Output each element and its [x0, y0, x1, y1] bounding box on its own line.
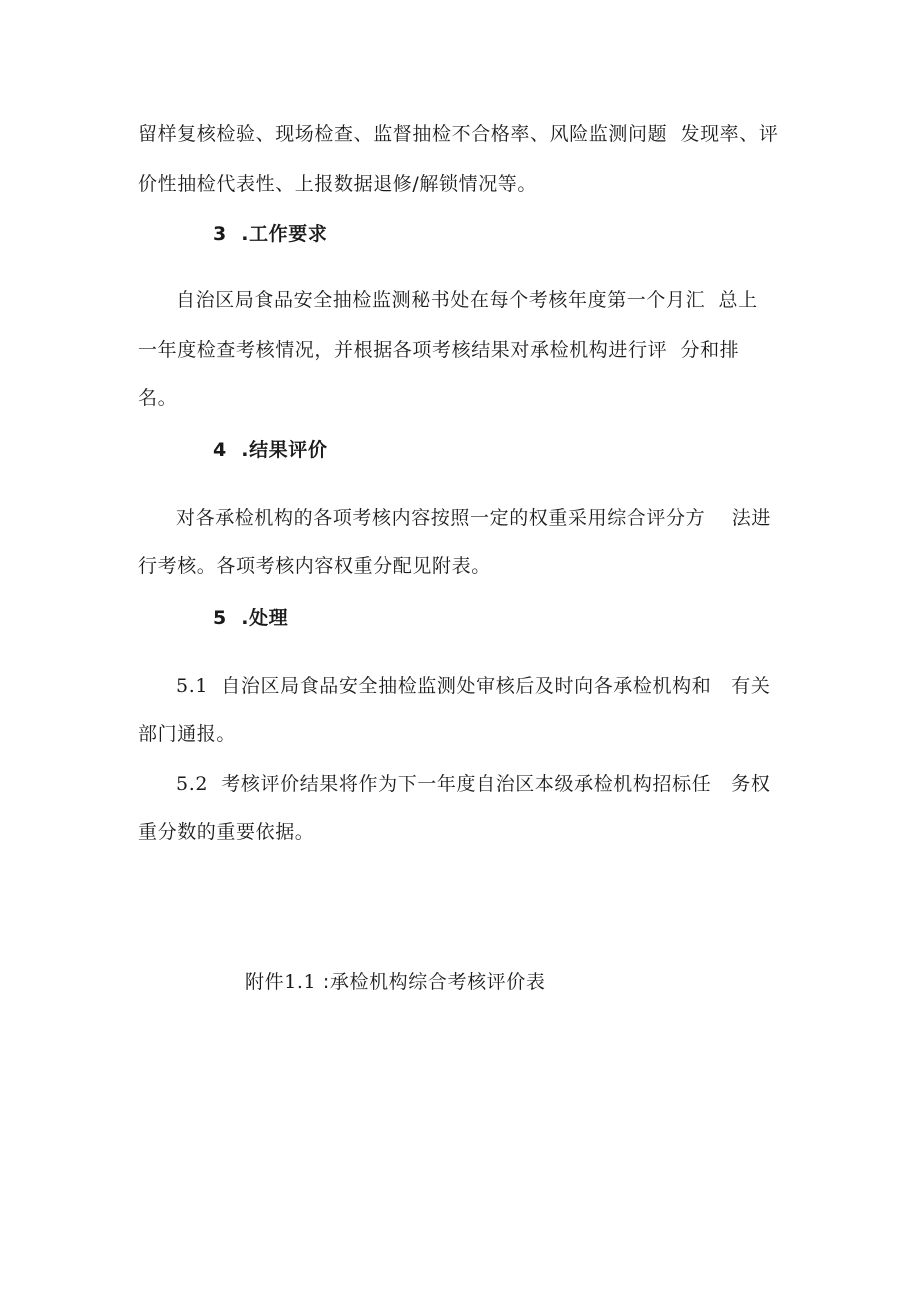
paragraph-line: 一年度检查考核情况，并根据各项考核结果对承检机构进行评 分和排 [138, 339, 740, 361]
item-text: 自治区局食品安全抽检监测处审核后及时向各承检机构和 有关 [208, 675, 771, 697]
item-number: 5.2 [176, 773, 209, 795]
section-heading-5: 5 .处理 [213, 607, 289, 629]
attachment-number: 1.1 [284, 971, 317, 993]
section-heading-3: 3 .工作要求 [213, 223, 328, 245]
paragraph-line: 价性抽检代表性、上报数据退修/解锁情况等。 [138, 173, 538, 195]
numbered-item-5-1 [176, 674, 770, 698]
section-heading-4: 4 .结果评价 [213, 439, 328, 461]
paragraph-line: 对各承检机构的各项考核内容按照一定的权重采用综合评分方 法进 [176, 507, 771, 529]
paragraph-line: 自治区局食品安全抽检监测秘书处在每个考核年度第一个月汇 总上 [176, 289, 758, 311]
item-number: 5.1 [176, 675, 209, 697]
paragraph-line: 重分数的重要依据。 [138, 821, 315, 843]
attachment-prefix: 附件 [245, 971, 285, 993]
paragraph-line: 部门通报。 [138, 723, 237, 745]
attachment-caption [245, 970, 545, 994]
paragraph-line: 名。 [138, 387, 178, 409]
paragraph-line: 行考核。各项考核内容权重分配见附表。 [138, 555, 491, 577]
paragraph-line: 留样复核检验、现场检查、监督抽检不合格率、风险监测问题 发现率、评 [138, 123, 779, 145]
attachment-title: :承检机构综合考核评价表 [316, 971, 546, 993]
item-text: 考核评价结果将作为下一年度自治区本级承检机构招标任 务权 [208, 773, 771, 795]
numbered-item-5-2 [176, 772, 770, 796]
